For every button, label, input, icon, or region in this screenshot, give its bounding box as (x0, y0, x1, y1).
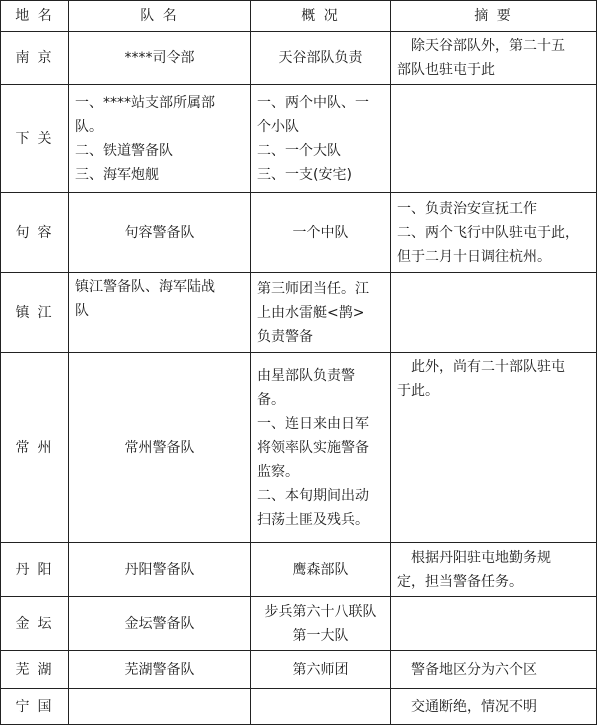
overview-cell (251, 597, 391, 651)
table-row (1, 689, 597, 725)
summary-cell (391, 85, 597, 193)
summary-line: 定，担当警备任务。 (397, 573, 523, 590)
overview-line: 负责警备 (257, 328, 313, 345)
unit-line: 队 (75, 303, 89, 319)
overview-cell (251, 689, 391, 725)
header-overview: 概 况 (251, 1, 391, 32)
unit-line: 三、海军炮舰 (75, 166, 159, 183)
overview-line: 一、两个中队、一 (257, 94, 369, 111)
unit-line: 一、****站支部所属部 (75, 94, 215, 111)
summary-cell (391, 543, 597, 597)
location-cell: 芜湖 (1, 651, 69, 689)
location-cell: 句容 (1, 193, 69, 273)
overview-cell (251, 273, 391, 353)
summary-line: 此外，尚有二十部队驻屯 (411, 359, 565, 375)
table-row (1, 543, 597, 597)
location-cell: 宁国 (1, 689, 69, 725)
overview-line: 扫荡土匪及残兵。 (257, 511, 369, 528)
summary-line: 根据丹阳驻屯地勤务规 (411, 549, 551, 566)
overview-line: 一个中队 (292, 224, 349, 241)
summary-cell (391, 32, 597, 85)
summary-cell (391, 193, 597, 273)
overview-cell (251, 85, 391, 193)
overview-line: 二、本旬期间出动 (257, 487, 369, 504)
summary-line: 部队也驻屯于此 (397, 62, 495, 78)
unit-cell (69, 32, 251, 85)
table-row (1, 353, 597, 543)
overview-line: 由星部队负责警 (257, 367, 355, 384)
unit-cell (69, 353, 251, 543)
unit-line: 句容警备队 (124, 224, 195, 241)
unit-cell (69, 193, 251, 273)
header-summary: 摘 要 (391, 1, 597, 32)
overview-line: 鹰森部队 (292, 561, 349, 578)
overview-line: 步兵第六十八联队 (264, 603, 377, 620)
overview-line: 天谷部队负责 (278, 50, 363, 66)
location-cell: 常州 (1, 353, 69, 543)
summary-cell (391, 597, 597, 651)
overview-line: 第一大队 (292, 627, 349, 644)
unit-cell (69, 597, 251, 651)
overview-cell (251, 543, 391, 597)
table-row (1, 651, 597, 689)
summary-line: 除天谷部队外，第二十五 (411, 38, 565, 54)
unit-line: 丹阳警备队 (124, 561, 195, 578)
unit-cell (69, 543, 251, 597)
table-row (1, 193, 597, 273)
table-row (1, 597, 597, 651)
overview-line: 第三师团当任。江 (257, 280, 369, 297)
unit-line: 芜湖警备队 (124, 661, 195, 678)
summary-line: 一、负责治安宣抚工作 (397, 200, 537, 217)
unit-line: ****司令部 (124, 50, 195, 66)
overview-cell (251, 32, 391, 85)
location-cell: 丹阳 (1, 543, 69, 597)
overview-line: 第六师团 (292, 661, 349, 678)
unit-cell (69, 273, 251, 353)
overview-line: 备。 (257, 391, 285, 408)
summary-cell (391, 651, 597, 689)
summary-cell (391, 353, 597, 543)
unit-line: 金坛警备队 (124, 615, 195, 632)
summary-line: 于此。 (397, 383, 439, 399)
overview-cell (251, 651, 391, 689)
unit-line: 镇江警备队、海军陆战 (75, 279, 215, 295)
header-unit: 队 名 (69, 1, 251, 32)
summary-line: 交通断绝，情况不明 (411, 698, 537, 715)
overview-line: 上由水雷艇<鹊> (257, 304, 365, 321)
unit-line: 二、铁道警备队 (75, 142, 173, 159)
unit-cell (69, 651, 251, 689)
header-location: 地 名 (1, 1, 69, 32)
overview-line: 监察。 (257, 463, 299, 480)
location-cell: 金坛 (1, 597, 69, 651)
overview-cell (251, 193, 391, 273)
summary-line: 但于二月十日调往杭州。 (397, 248, 551, 265)
location-cell: 镇江 (1, 273, 69, 353)
location-cell: 南京 (1, 32, 69, 85)
summary-cell (391, 273, 597, 353)
overview-line: 个小队 (257, 118, 299, 135)
unit-line: 队。 (75, 118, 103, 135)
overview-line: 一、连日来由日军 (257, 415, 369, 432)
summary-line: 二、两个飞行中队驻屯于此， (397, 224, 579, 241)
unit-line: 常州警备队 (124, 439, 195, 456)
summary-line: 警备地区分为六个区 (411, 661, 537, 678)
unit-cell (69, 689, 251, 725)
overview-line: 将领率队实施警备 (257, 439, 369, 456)
unit-cell (69, 85, 251, 193)
table-row (1, 273, 597, 353)
table-row (1, 32, 597, 85)
summary-cell (391, 689, 597, 725)
header-row (1, 1, 597, 32)
overview-line: 二、一个大队 (257, 142, 341, 159)
location-cell: 下关 (1, 85, 69, 193)
overview-line: 三、一支(安宅) (257, 166, 352, 183)
overview-cell (251, 353, 391, 543)
table-row (1, 85, 597, 193)
